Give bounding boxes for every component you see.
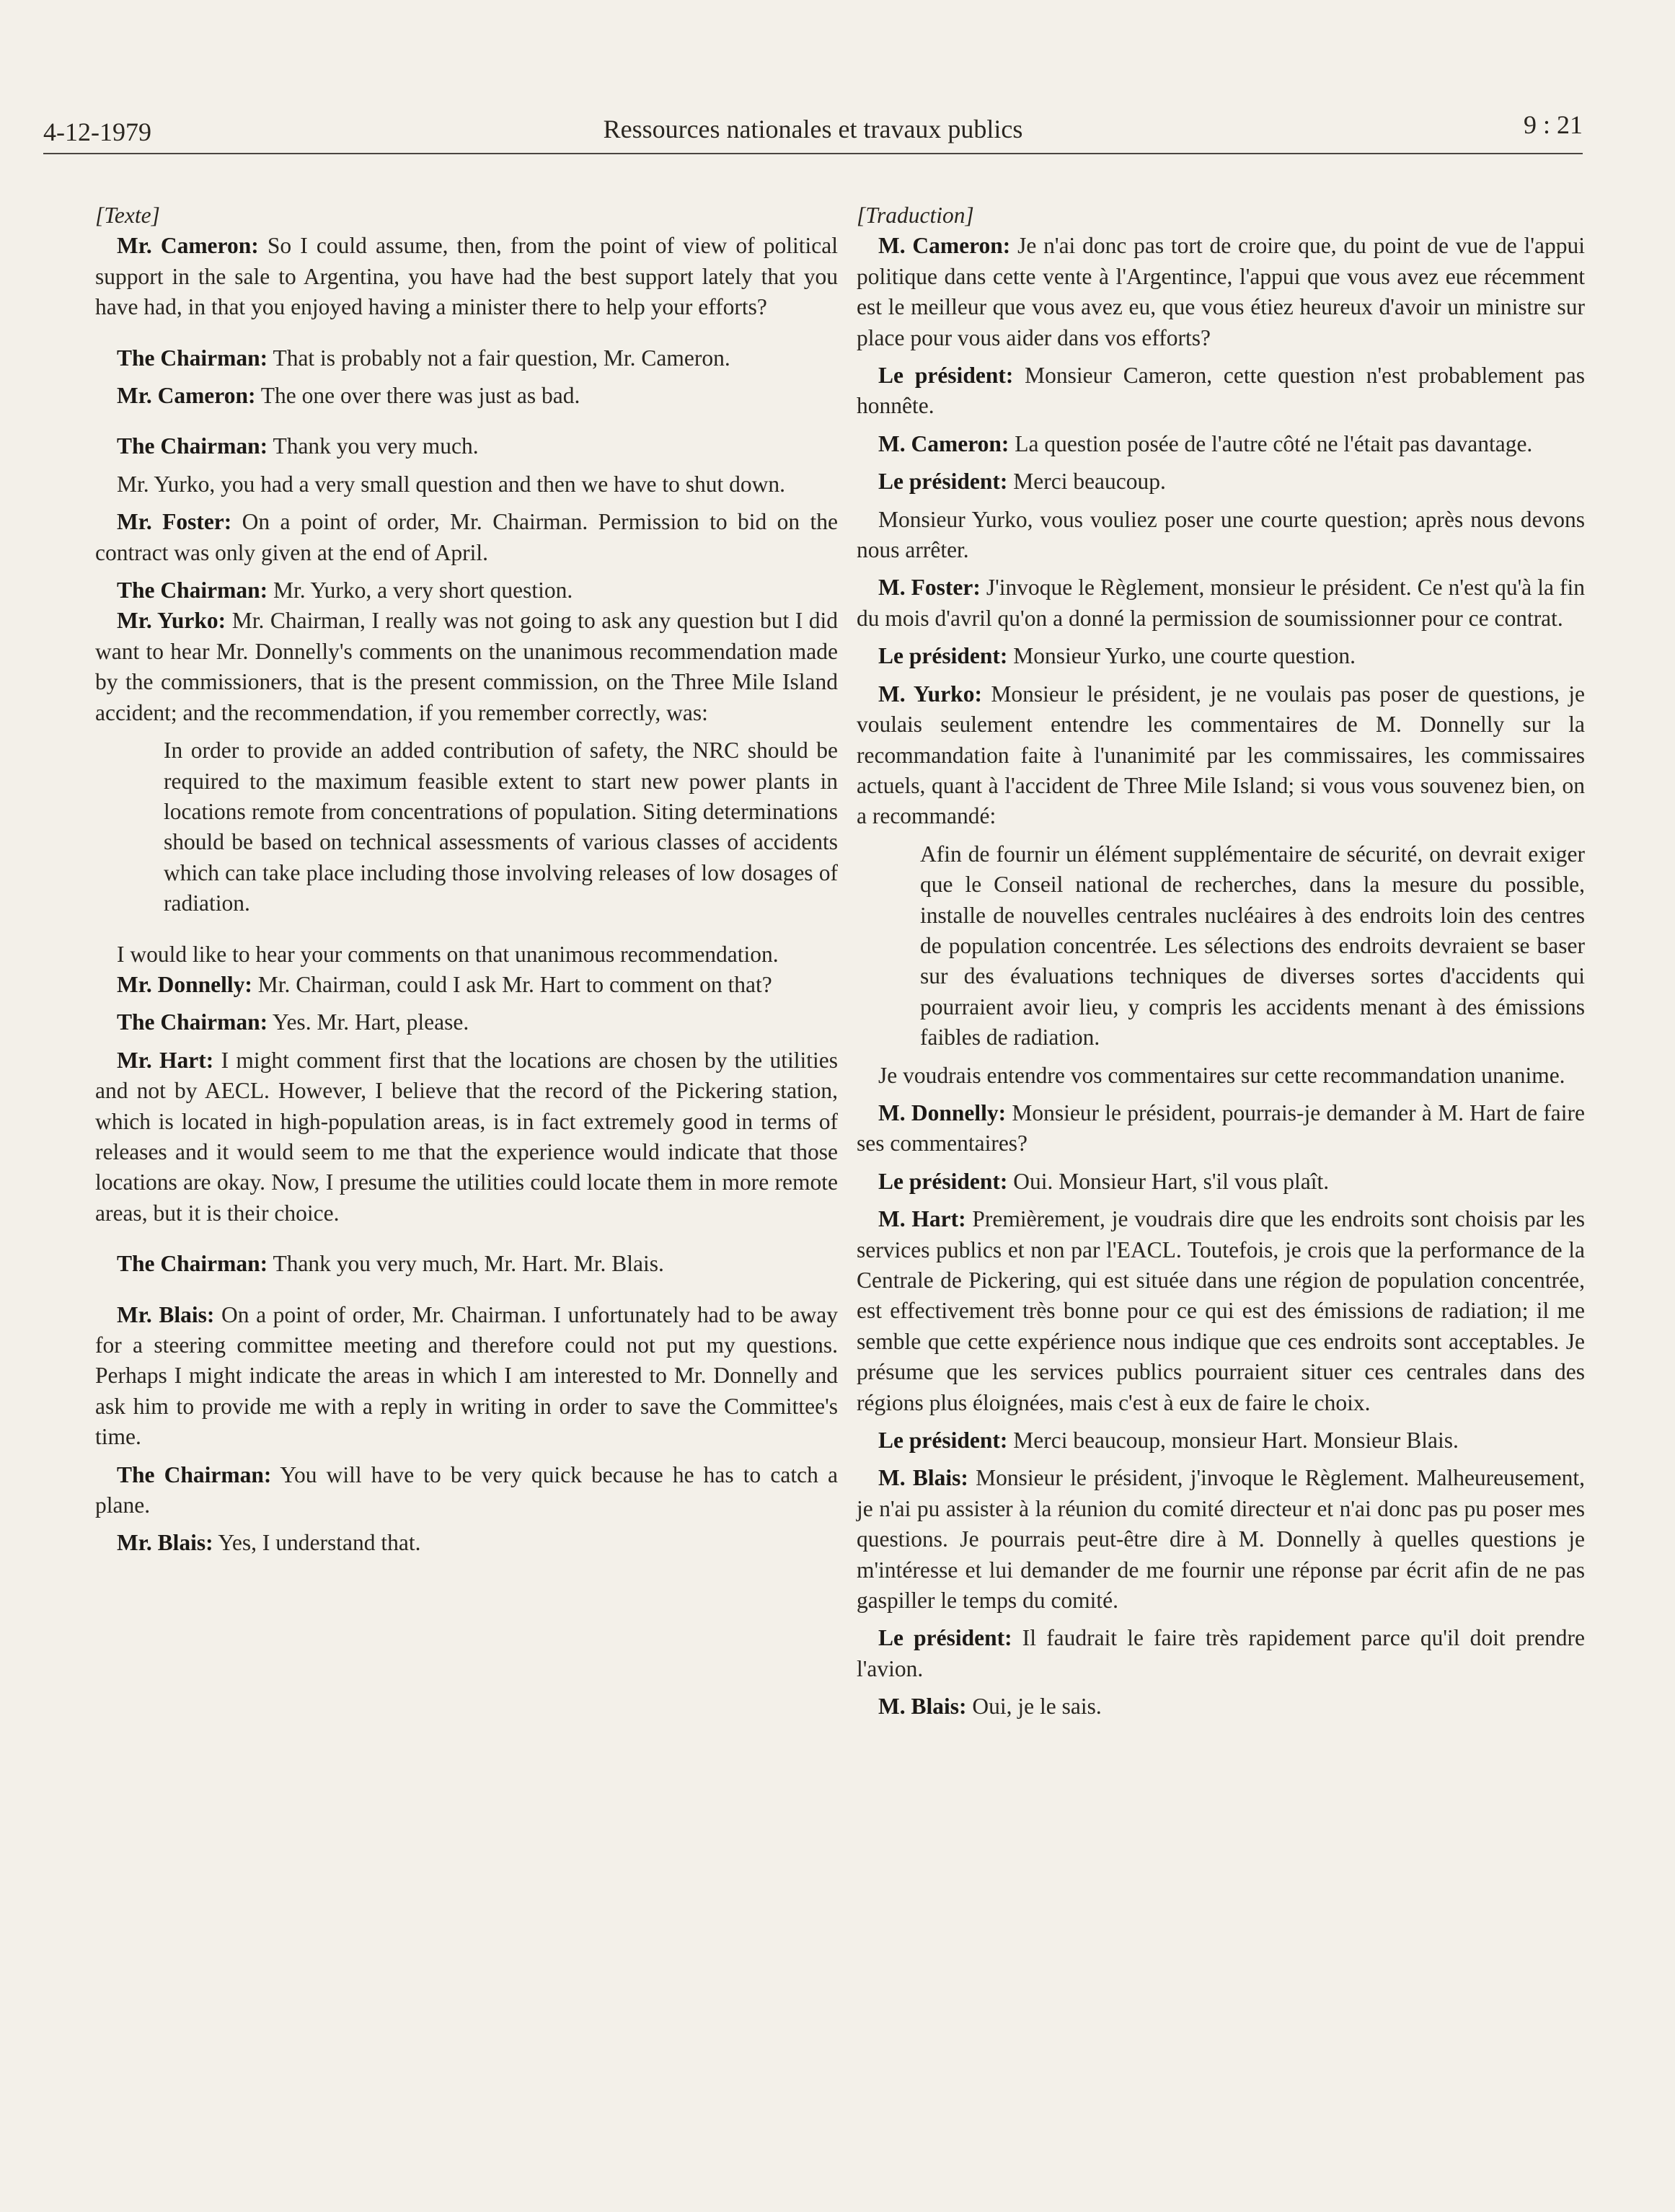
speech-paragraph: [857, 1098, 1585, 1159]
speech-text: Mr. Chairman, I really was not going to ask any question but I did want to hear Mr. Donnelly's comments on the unanimous recommendation made by the commissioners, that is the present commission, on the Three Mile Island accident; and the recommendation, if you remember correctly, was:: [95, 608, 838, 725]
speech-text: Oui, je le sais.: [972, 1694, 1102, 1720]
speech-paragraph: [857, 1204, 1585, 1418]
speaker-name: M. Blais:: [878, 1465, 968, 1491]
speech-text: La question posée de l'autre côté ne l'était pas davantage.: [1015, 430, 1533, 456]
speaker-name: Mr. Foster:: [117, 509, 232, 535]
speech-paragraph: [857, 360, 1585, 422]
speech-paragraph: [857, 1167, 1585, 1197]
speech-text: Merci beaucoup.: [1013, 469, 1166, 495]
speech-text: Monsieur Yurko, vous vouliez poser une courte question; après nous devons nous arrêter.: [857, 506, 1585, 563]
speech-paragraph: [95, 1300, 838, 1453]
speech-paragraph: [95, 970, 838, 1000]
speech-paragraph: [95, 507, 838, 568]
speech-text: On a point of order, Mr. Chairman. Permission to bid on the contract was only given at the end of April.: [95, 509, 838, 565]
speech-text: Yes. Mr. Hart, please.: [272, 1009, 469, 1035]
speech-paragraph: [95, 1045, 838, 1229]
speaker-name: Mr. Blais:: [117, 1530, 213, 1556]
header-rule: [43, 153, 1583, 154]
speech-text: On a point of order, Mr. Chairman. I unfortunately had to be away for a steering committee meeting and therefore could not put my questions. Perhaps I might indicate the areas in which I am interested to Mr. Donnelly and ask him to provide me with a reply in writing in order to save the Committee's time.: [95, 1301, 838, 1450]
french-column: [857, 200, 1585, 1722]
header-date: 4-12-1979: [43, 118, 151, 146]
speech-text: Monsieur le président, pourrais-je demander à M. Hart de faire ses commentaires?: [857, 1100, 1586, 1156]
speaker-name: Le président:: [878, 469, 1008, 495]
speaker-name: Mr. Cameron:: [117, 233, 259, 259]
header-title: Ressources nationales et travaux publics: [603, 115, 1023, 143]
speech-paragraph: [95, 575, 838, 606]
speech-text: Thank you very much, Mr. Hart. Mr. Blais.: [273, 1251, 664, 1277]
speech-paragraph: [95, 231, 838, 322]
speech-paragraph: [95, 1460, 838, 1521]
english-column: [95, 200, 838, 1559]
speaker-name: Le président:: [878, 363, 1014, 389]
speaker-name: Mr. Cameron:: [117, 383, 256, 409]
speech-paragraph: [95, 343, 838, 373]
speaker-name: The Chairman:: [117, 1461, 272, 1487]
speech-text: Monsieur Cameron, cette question n'est probablement pas honnête.: [857, 363, 1586, 419]
speech-text: Merci beaucoup, monsieur Hart. Monsieur Blais.: [1013, 1428, 1459, 1454]
speaker-name: The Chairman:: [117, 345, 268, 371]
speech-text: Thank you very much.: [273, 433, 479, 459]
block-quote: Afin de fournir un élément supplémentaire de sécurité, on devrait exiger que le Conseil national de recherches, dans la mesure du possible, installe de nouvelles centrales nucléaires à des endroits loin des centres de population concentrée. Les sélections des endroits devraient se baser sur des évaluations techniques de diverses sortes d'accidents qui pourraient avoir lieu, y compris les accidents menant à des émissions faibles de radiation.: [920, 841, 1585, 1050]
speech-paragraph: [857, 231, 1585, 353]
speaker-name: M. Cameron:: [878, 430, 1009, 456]
speech-paragraph: [95, 431, 838, 461]
speech-text: Monsieur le président, j'invoque le Règlement. Malheureusement, je n'ai pu assister à la réunion du comité directeur et n'ai donc pas pu poser mes questions. Je pourrais peut-être dire à M. Donnelly à quelles questions je m'intéresse et lui demander de me fournir une réponse par écrit afin de ne pas gaspiller le temps du comité.: [857, 1465, 1585, 1614]
speech-text: Yes, I understand that.: [218, 1530, 421, 1556]
speaker-name: Le président:: [878, 1168, 1008, 1194]
block-quote: In order to provide an added contribution of safety, the NRC should be required to the maximum feasible extent to start new power plants in locations remote from concentrations of population. Siting determinations should be based on technical assessments of various classes of accidents which can take place including those involving releases of low dosages of radiation.: [164, 738, 838, 916]
speech-text: Mr. Yurko, you had a very small question and then we have to shut down.: [117, 471, 786, 497]
speaker-name: M. Donnelly:: [878, 1100, 1007, 1125]
speaker-name: The Chairman:: [117, 1009, 268, 1035]
speech-paragraph: [95, 469, 838, 500]
speech-text: Je n'ai donc pas tort de croire que, du point de vue de l'appui politique dans cette vente à l'Argentince, l'appui que vous avez eue récemment est le meilleur que vous avez eu, que vous étiez heureux d'avoir un ministre sur place pour vous aider dans vos efforts?: [857, 233, 1585, 350]
speaker-name: M. Blais:: [878, 1694, 967, 1720]
speech-paragraph: [95, 381, 838, 411]
speech-text: So I could assume, then, from the point of view of political support in the sale to Argentina, you have had the best support lately that you have had, in that you enjoyed having a minister there to help your efforts?: [95, 233, 839, 320]
speaker-name: M. Foster:: [878, 575, 981, 601]
speech-text: J'invoque le Règlement, monsieur le président. Ce n'est qu'à la fin du mois d'avril qu'on a donné la permission de soumissionner pour ce contrat.: [857, 575, 1585, 631]
speech-paragraph: [95, 606, 838, 728]
speaker-name: The Chairman:: [117, 578, 268, 603]
speech-text: Premièrement, je voudrais dire que les endroits sont choisis par les services publics et non par l'EACL. Toutefois, je crois que la performance de la Centrale de Pickering, qui est située dans une région de population concentrée, est effectivement très bonne pour ce qui est des émissions de radiation; il me semble que cette expérience nous indique que ces endroits sont acceptables. Je présume que les services publics pourraient situer ces centrales dans des régions plus éloignées, mais c'est à eux de faire le choix.: [857, 1206, 1586, 1415]
speaker-name: Le président:: [878, 643, 1008, 669]
speaker-name: M. Yurko:: [878, 681, 982, 707]
speech-text: I would like to hear your comments on that unanimous recommendation.: [117, 941, 779, 967]
speech-paragraph: [857, 1623, 1585, 1684]
speech-paragraph: [857, 641, 1585, 671]
speech-paragraph: [857, 1061, 1585, 1091]
speech-text: You will have to be very quick because he has to catch a plane.: [95, 1461, 838, 1518]
speaker-name: M. Hart:: [878, 1206, 966, 1232]
speech-text: Il faudrait le faire très rapidement parce qu'il doit prendre l'avion.: [857, 1625, 1586, 1681]
speech-text: The one over there was just as bad.: [260, 383, 580, 409]
header-page-number: 9 : 21: [1523, 110, 1583, 139]
speech-text: Oui. Monsieur Hart, s'il vous plaît.: [1013, 1168, 1330, 1194]
speech-paragraph: [857, 505, 1585, 566]
speech-text: That is probably not a fair question, Mr. Cameron.: [273, 345, 730, 371]
speaker-name: Le président:: [878, 1428, 1008, 1454]
speech-paragraph: [95, 1007, 838, 1038]
speech-text: I might comment first that the locations are chosen by the utilities and not by AECL. However, I believe that the record of the Pickering station, which is located in high-population areas, is in fact extremely good in terms of releases and it would seem to me that the experience would indicate that those locations are okay. Now, I presume the utilities could locate them in more remote areas, but it is their choice.: [95, 1047, 838, 1226]
english-section-label: [Texte]: [95, 203, 160, 228]
french-section-label: [Traduction]: [857, 203, 974, 228]
page-header: [43, 110, 1583, 154]
speaker-name: Mr. Blais:: [117, 1301, 215, 1327]
speech-text: Je voudrais entendre vos commentaires sur cette recommandation unanime.: [878, 1062, 1565, 1088]
speech-paragraph: [857, 679, 1585, 832]
speech-text: Mr. Yurko, a very short question.: [273, 578, 573, 603]
speech-text: Mr. Chairman, could I ask Mr. Hart to comment on that?: [257, 971, 772, 997]
speech-paragraph: [95, 1528, 838, 1558]
speaker-name: The Chairman:: [117, 1251, 268, 1277]
speech-paragraph: [857, 1425, 1585, 1456]
speaker-name: Mr. Hart:: [117, 1047, 214, 1073]
speech-text: Monsieur le président, je ne voulais pas poser de questions, je voulais seulement entendre les commentaires de M. Donnelly sur la recommandation faite à l'unanimité par les commissaires, les commissaires actuels, quant à l'accident de Three Mile Island; si vous vous souvenez bien, on a recommandé:: [857, 681, 1585, 829]
speech-paragraph: [857, 572, 1585, 634]
speech-text: Monsieur Yurko, une courte question.: [1013, 643, 1356, 669]
speech-paragraph: [857, 429, 1585, 459]
speech-paragraph: [857, 466, 1585, 497]
speaker-name: Le président:: [878, 1625, 1012, 1651]
speech-paragraph: [95, 939, 838, 970]
speaker-name: Mr. Donnelly:: [117, 971, 252, 997]
speech-paragraph: [857, 1691, 1585, 1722]
speaker-name: M. Cameron:: [878, 233, 1011, 259]
speech-paragraph: [95, 1249, 838, 1279]
speaker-name: Mr. Yurko:: [117, 608, 226, 634]
speaker-name: The Chairman:: [117, 433, 268, 459]
speech-paragraph: [857, 1463, 1585, 1616]
